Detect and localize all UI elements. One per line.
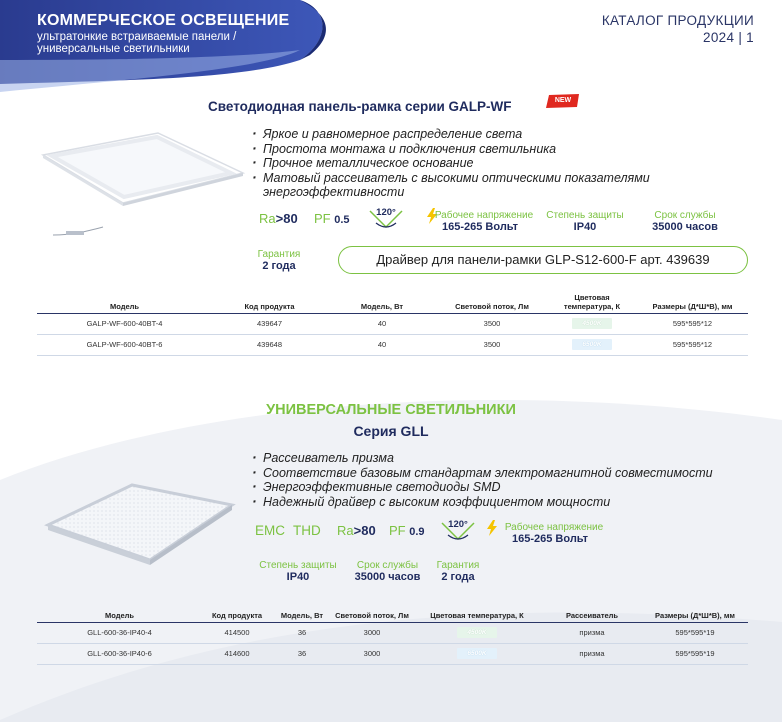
table-row: GLL-600-36-IP40-4 414500 36 3000 4500K призма 595*595*19 <box>37 622 748 643</box>
section-subtitle-line2: универсальные светильники <box>37 43 190 55</box>
catalog-year-page: 2024 | 1 <box>703 30 754 45</box>
section-subtitle-line1: ультратонкие встраиваемые панели / <box>37 31 237 43</box>
ip-spec: Степень защиты IP40 <box>546 210 624 233</box>
new-badge <box>546 94 580 108</box>
pf-spec: PF 0.5 <box>314 211 350 226</box>
table-row: GALP-WF-600-40BT-4 439647 40 3500 4500K 595*595*12 <box>37 313 748 334</box>
catalog-title: КАТАЛОГ ПРОДУКЦИИ <box>601 13 754 28</box>
table-row: GLL-600-36-IP40-6 414600 36 3000 6500K призма 595*595*19 <box>37 643 748 664</box>
thd-label: THD <box>293 523 321 538</box>
new-badge-label: NEW <box>554 97 572 104</box>
color-temp-chip: 6500K <box>572 339 612 350</box>
list-item: · Рассеиватель призма <box>251 451 721 466</box>
beam-angle: 120° <box>364 207 408 233</box>
lifetime-spec: Срок службы 35000 часов <box>652 210 718 233</box>
list-item: · Энергоэффективные светодиоды SMD <box>251 480 721 495</box>
product2-table: Модель Код продукта Модель, Вт Световой поток, Лм Цветовая температура, К Рассеиватель Размеры (Д*Ш*В), мм GLL-600-36-IP40-4 414500 36 3000 4500K призма 595*595*19 GLL-600-36-IP40-6 414600 36 3000 6500K призма 595*595*19 <box>37 598 748 665</box>
list-item: · Прочное металлическое основание <box>251 156 691 171</box>
warranty-spec: Гарантия 2 года <box>436 560 480 583</box>
product1-table: Модель Код продукта Модель, Вт Световой поток, Лм Цветовая температура, К Размеры (Д*Ш*В), мм GALP-WF-600-40BT-4 439647 40 3500 4500K 595*595*12 GALP-WF-600-40BT-6 439648 40 3500 6500K 595*595*12 <box>37 289 748 356</box>
pf-spec: PF 0.9 <box>389 523 425 538</box>
panel-luminaire-image <box>40 465 240 590</box>
product2-features <box>251 451 721 509</box>
product2-series: Серия GLL <box>353 423 429 439</box>
color-temp-chip: 4500K <box>457 627 497 638</box>
warranty-spec: Гарантия 2 года <box>257 249 301 272</box>
voltage-spec: Рабочее напряжение 165-265 Вольт <box>434 210 534 233</box>
ra-spec: Ra>80 <box>259 211 298 226</box>
ra-spec: Ra>80 <box>337 523 376 538</box>
color-temp-chip: 6500K <box>457 648 497 659</box>
product1-title: Светодиодная панель-рамка серии GALP-WF <box>208 99 512 114</box>
catalog-label <box>602 12 754 46</box>
table-row: GALP-WF-600-40BT-6 439648 40 3500 6500K 595*595*12 <box>37 334 748 355</box>
product2-heading: УНИВЕРСАЛЬНЫЕ СВЕТИЛЬНИКИ <box>266 402 516 418</box>
emc-label: EMC <box>255 523 285 538</box>
list-item: · Надежный драйвер с высоким коэффициентом мощности <box>251 495 721 510</box>
product1-features <box>251 127 691 200</box>
driver-note: Драйвер для панели-рамки GLP-S12-600-F арт. 439639 <box>338 246 748 274</box>
ip-spec: Степень защиты IP40 <box>259 560 337 583</box>
color-temp-chip: 4500K <box>572 318 612 329</box>
list-item: · Соответствие базовым стандартам электромагнитной совместимости <box>251 466 721 481</box>
voltage-spec: Рабочее напряжение 165-265 Вольт <box>504 522 604 545</box>
list-item: · Матовый рассеиватель с высокими оптическими показателями энергоэффективности <box>251 171 691 200</box>
list-item: · Простота монтажа и подключения светильника <box>251 142 691 157</box>
section-title: КОММЕРЧЕСКОЕ ОСВЕЩЕНИЕ <box>37 12 290 29</box>
lifetime-spec: Срок службы 35000 часов <box>354 560 421 583</box>
panel-frame-image <box>28 125 258 240</box>
beam-angle: 120° <box>436 519 480 545</box>
list-item: · Яркое и равномерное распределение света <box>251 127 691 142</box>
